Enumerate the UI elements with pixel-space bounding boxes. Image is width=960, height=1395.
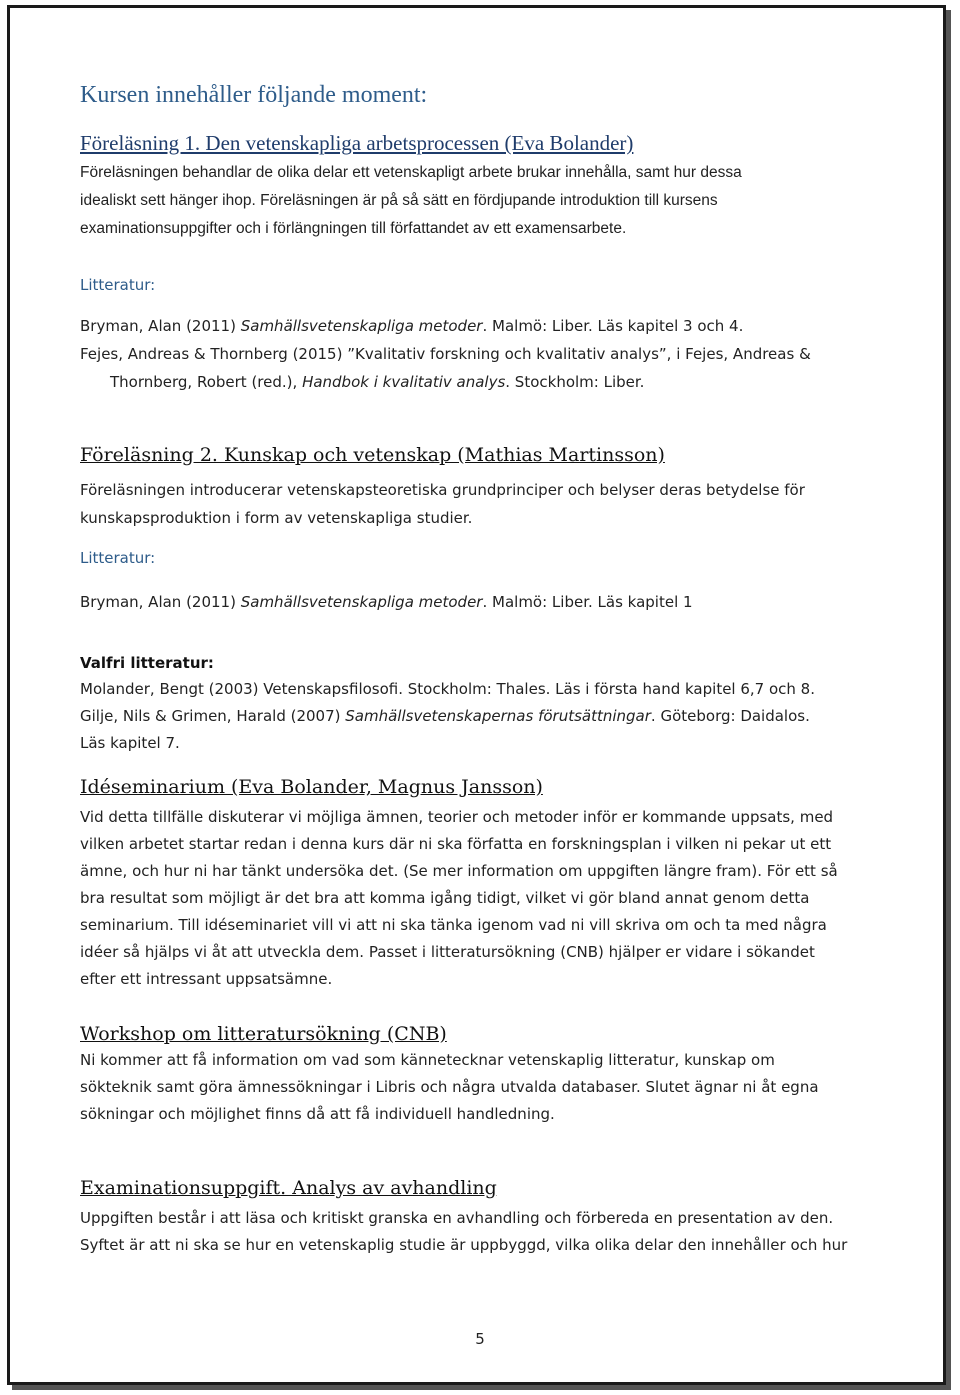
lecture2-optional-literature-label: Valfri litteratur: bbox=[80, 654, 214, 672]
ref-title: Samhällsvetenskapernas förutsättningar bbox=[345, 707, 651, 725]
ref-publisher: . Malmö: Liber. Läs kapitel 3 och 4. bbox=[482, 317, 744, 335]
lecture2-optional-reference-gilje-cont: Läs kapitel 7. bbox=[80, 734, 180, 752]
lecture1-heading: Föreläsning 1. Den vetenskapliga arbetsprocessen (Eva Bolander) bbox=[80, 131, 634, 155]
lecture1-text-line: Föreläsningen behandlar de olika delar ett vetenskapligt arbete brukar innehålla, samt hur dessa bbox=[80, 164, 742, 181]
seminar-text-line: vilken arbetet startar redan i denna kurs där ni ska författa en forskningsplan i vilken ni pekar ut ett bbox=[80, 835, 832, 853]
lecture2-literature-label: Litteratur: bbox=[80, 549, 156, 567]
seminar-heading: Idéseminarium (Eva Bolander, Magnus Jansson) bbox=[80, 776, 543, 798]
lecture1-reference-bryman bbox=[80, 312, 743, 340]
lecture2-reference-bryman bbox=[80, 588, 693, 616]
page-number: 5 bbox=[475, 1330, 485, 1348]
lecture1-text-line: idealiskt sett hänger ihop. Föreläsningen är på så sätt en fördjupande introduktion till kursens bbox=[80, 192, 718, 209]
ref-author: Bryman, Alan (2011) bbox=[80, 593, 241, 611]
lecture2-text-line: kunskapsproduktion i form av vetenskapliga studier. bbox=[80, 509, 473, 527]
workshop-text-line: Ni kommer att få information om vad som kännetecknar vetenskaplig litteratur, kunskap om bbox=[80, 1051, 775, 1069]
lecture2-heading: Föreläsning 2. Kunskap och vetenskap (Mathias Martinsson) bbox=[80, 444, 665, 466]
ref-author: Gilje, Nils & Grimen, Harald (2007) bbox=[80, 707, 346, 725]
exam-text-line: Syftet är att ni ska se hur en vetenskaplig studie är uppbyggd, vilka olika delar den innehåller och hur bbox=[80, 1236, 848, 1254]
page-shadow-right bbox=[946, 10, 951, 1388]
ref-publisher: . Malmö: Liber. Läs kapitel 1 bbox=[482, 593, 693, 611]
workshop-text-line: sökningar och möjlighet finns då att få individuell handledning. bbox=[80, 1105, 555, 1123]
ref-editor: Thornberg, Robert (red.), bbox=[110, 373, 303, 391]
lecture2-optional-reference-molander: Molander, Bengt (2003) Vetenskapsfilosofi. Stockholm: Thales. Läs i första hand kapitel 6,7 och 8. bbox=[80, 680, 815, 698]
ref-author: Bryman, Alan (2011) bbox=[80, 317, 241, 335]
lecture1-reference-fejes-cont bbox=[80, 368, 644, 396]
seminar-text-line: Vid detta tillfälle diskuterar vi möjliga ämnen, teorier och metoder inför er kommande uppsats, med bbox=[80, 808, 834, 826]
ref-title: Samhällsvetenskapliga metoder bbox=[240, 593, 483, 611]
lecture2-text-line: Föreläsningen introducerar vetenskapsteoretiska grundprinciper och belyser deras betydelse för bbox=[80, 481, 805, 499]
workshop-text-line: sökteknik samt göra ämnessökningar i Libris och några utvalda databaser. Slutet ägnar ni åt egna bbox=[80, 1078, 819, 1096]
ref-title: Samhällsvetenskapliga metoder bbox=[240, 317, 483, 335]
seminar-text-line: seminarium. Till idéseminariet vill vi att ni ska tänka igenom vad ni vill skriva om och ta med några bbox=[80, 916, 827, 934]
lecture1-reference-fejes: Fejes, Andreas & Thornberg (2015) ”Kvalitativ forskning och kvalitativ analys”, i Fejes, Andreas & bbox=[80, 345, 811, 363]
ref-title: Handbok i kvalitativ analys bbox=[302, 373, 506, 391]
main-heading: Kursen innehåller följande moment: bbox=[80, 82, 428, 108]
exam-heading: Examinationsuppgift. Analys av avhandling bbox=[80, 1177, 497, 1199]
seminar-text-line: idéer så hjälps vi åt att utveckla dem. Passet i litteratursökning (CNB) hjälper er vidare i sökandet bbox=[80, 943, 815, 961]
workshop-heading: Workshop om litteratursökning (CNB) bbox=[80, 1023, 447, 1045]
seminar-text-line: efter ett intressant uppsatsämne. bbox=[80, 970, 333, 988]
exam-text-line: Uppgiften består i att läsa och kritiskt granska en avhandling och förbereda en presentation av den. bbox=[80, 1209, 834, 1227]
lecture1-text-line: examinationsuppgifter och i förlängningen till författandet av ett examensarbete. bbox=[80, 220, 627, 237]
seminar-text-line: bra resultat som möjligt är det bra att komma igång tidigt, vilket vi gör bland annat genom detta bbox=[80, 889, 810, 907]
page-shadow-bottom bbox=[12, 1385, 951, 1390]
seminar-text-line: ämne, och hur ni har tänkt undersöka det. (Se mer information om uppgiften längre fram). För ett så bbox=[80, 862, 838, 880]
lecture2-optional-reference-gilje bbox=[80, 702, 810, 730]
ref-publisher: . Göteborg: Daidalos. bbox=[650, 707, 810, 725]
ref-publisher: . Stockholm: Liber. bbox=[505, 373, 645, 391]
lecture1-literature-label: Litteratur: bbox=[80, 276, 156, 294]
